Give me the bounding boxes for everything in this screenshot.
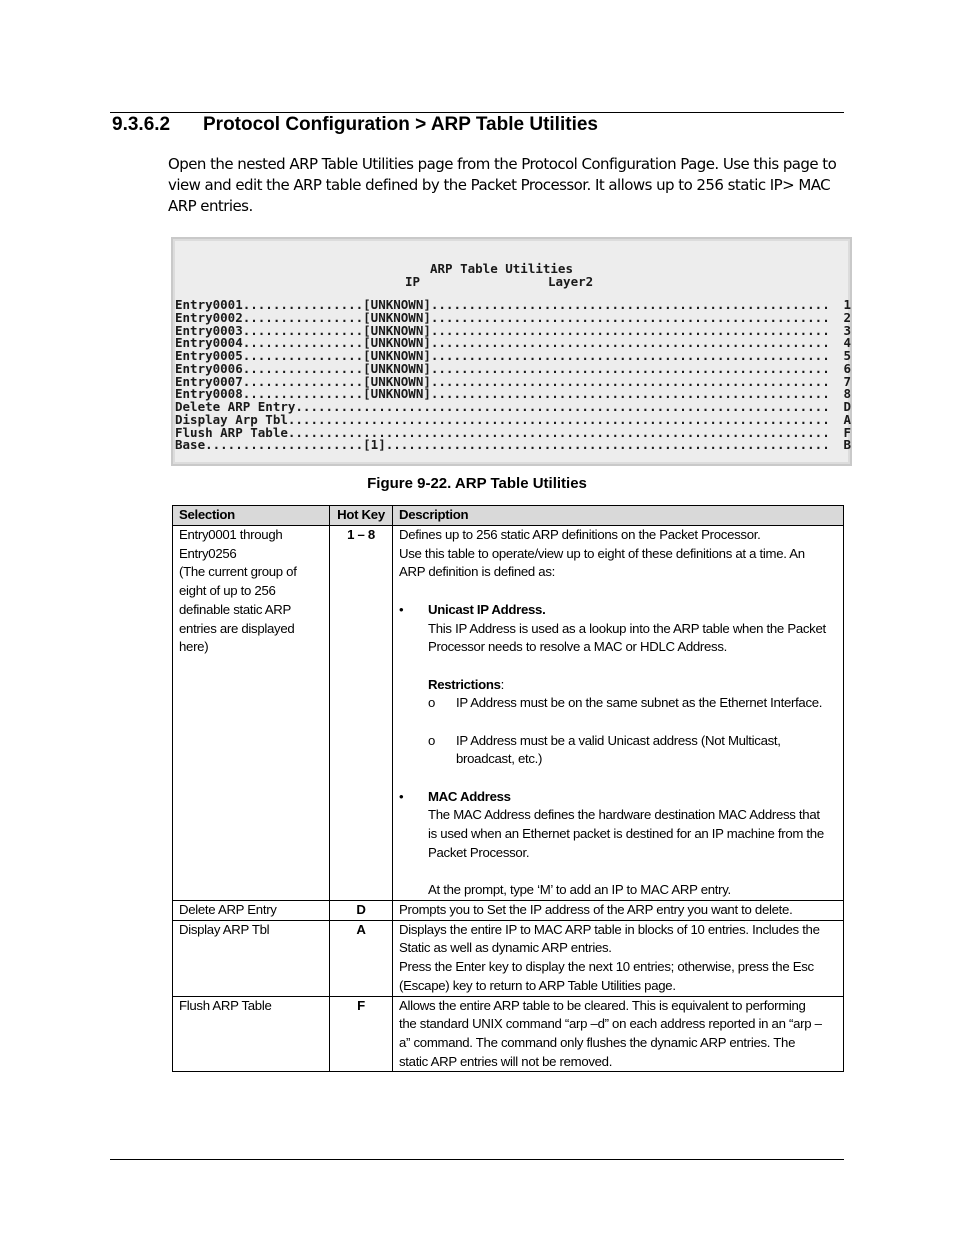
intro-line: ARP entries. bbox=[168, 197, 253, 215]
cell-line: here) bbox=[179, 639, 209, 655]
description-cell bbox=[393, 526, 844, 901]
header-hotkey: Hot Key bbox=[330, 506, 393, 526]
terminal-menu-label: Entry0004................[UNKNOWN]..................................................... bbox=[175, 335, 830, 351]
selection-table bbox=[172, 505, 844, 1072]
selection-cell: Display ARP Tbl bbox=[173, 920, 330, 996]
terminal-menu-key: D bbox=[843, 399, 851, 414]
hotkey-cell: A bbox=[330, 920, 393, 996]
bottom-rule bbox=[110, 1159, 844, 1160]
cell-line: Entry0001 through bbox=[179, 527, 283, 542]
desc-line: a” command. The command only flushes the dynamic ARP entries. The bbox=[399, 1034, 796, 1050]
table-row bbox=[173, 996, 844, 1072]
figure-caption: Figure 9-22. ARP Table Utilities bbox=[367, 475, 587, 492]
terminal-menu-key: 8 bbox=[843, 386, 851, 402]
desc-line: The MAC Address defines the hardware destination MAC Address that bbox=[428, 807, 820, 823]
description-cell bbox=[393, 900, 844, 920]
terminal-menu-label: Flush ARP Table........................................................................ bbox=[175, 424, 830, 440]
table-row bbox=[173, 526, 844, 901]
intro-paragraph bbox=[168, 154, 848, 217]
terminal-menu-label: Entry0005................[UNKNOWN]..................................................... bbox=[175, 348, 830, 363]
desc-line: Processor needs to resolve a MAC or HDLC Address. bbox=[428, 639, 727, 655]
hotkey-cell: F bbox=[330, 996, 393, 1072]
restriction-item bbox=[399, 694, 837, 713]
desc-line: Displays the entire IP to MAC ARP table in blocks of 10 entries. Includes the bbox=[399, 921, 820, 937]
terminal-menu-key: 1 bbox=[843, 297, 851, 312]
terminal-menu bbox=[175, 299, 851, 452]
desc-line: the standard UNIX command “arp –d” on each address reported in an “arp – bbox=[399, 1016, 822, 1032]
cell-line: definable static ARP bbox=[179, 601, 292, 617]
spacer bbox=[399, 713, 837, 732]
terminal-menu-key: 5 bbox=[843, 348, 851, 363]
selection-cell: Flush ARP Table bbox=[173, 996, 330, 1072]
spacer bbox=[399, 657, 837, 676]
terminal-screenshot bbox=[171, 237, 852, 466]
terminal-menu-key: 4 bbox=[843, 335, 851, 351]
cell-line: entries are displayed bbox=[179, 620, 295, 636]
bullet-dot-icon: • bbox=[399, 601, 404, 617]
spacer bbox=[428, 863, 837, 882]
terminal-menu-line bbox=[175, 439, 851, 452]
desc-line: Prompts you to Set the IP address of the ARP entry you want to delete. bbox=[399, 901, 793, 917]
selection-cell bbox=[173, 526, 330, 901]
terminal-menu-key: A bbox=[843, 411, 851, 427]
terminal-title: ARP Table Utilities bbox=[430, 261, 573, 276]
header-selection: Selection bbox=[173, 506, 330, 526]
cell-line: (The current group of bbox=[179, 564, 297, 580]
desc-line: Defines up to 256 static ARP definitions on the Packet Processor. bbox=[399, 527, 761, 542]
desc-line: ARP definition is defined as: bbox=[399, 564, 556, 580]
section-number: 9.3.6.2 bbox=[112, 114, 171, 135]
terminal-menu-label: Entry0002................[UNKNOWN]..................................................... bbox=[175, 309, 830, 325]
terminal-column-ip: IP bbox=[405, 274, 421, 289]
restriction-item bbox=[399, 732, 837, 769]
mac-title: MAC Address bbox=[428, 788, 511, 804]
terminal-menu-label: Display Arp Tbl........................................................................ bbox=[175, 411, 830, 427]
restrictions-colon: : bbox=[500, 676, 504, 692]
restrictions-heading bbox=[399, 676, 837, 695]
hotkey-cell: D bbox=[330, 900, 393, 920]
hotkey-cell: 1 – 8 bbox=[330, 526, 393, 901]
desc-line: Allows the entire ARP table to be cleared. This is equivalent to performing bbox=[399, 997, 806, 1013]
bullet-unicast bbox=[399, 601, 837, 657]
bullet-mac bbox=[399, 788, 837, 900]
intro-line: Open the nested ARP Table Utilities page from the Protocol Configuration Page. Use this page to bbox=[168, 155, 837, 173]
terminal-menu-key: F bbox=[843, 424, 851, 440]
circle-bullet-icon: o bbox=[428, 732, 436, 748]
desc-line: Use this table to operate/view up to eight of these definitions at a time. An bbox=[399, 545, 805, 561]
cell-line: eight of up to 256 bbox=[179, 583, 276, 599]
terminal-menu-label: Base.....................[1]........................................................... bbox=[175, 437, 830, 453]
terminal-menu-key: 3 bbox=[843, 322, 851, 338]
spacer bbox=[399, 769, 837, 788]
desc-line: Static as well as dynamic ARP entries. bbox=[399, 940, 612, 956]
bullet-dot-icon: • bbox=[399, 788, 404, 804]
description-cell bbox=[393, 996, 844, 1072]
terminal-menu-label: Entry0007................[UNKNOWN]..................................................... bbox=[175, 373, 830, 389]
terminal-column-layer2: Layer2 bbox=[548, 274, 594, 289]
terminal-menu-label: Delete ARP Entry....................................................................... bbox=[175, 399, 830, 414]
restriction-text: IP Address must be a valid Unicast address (Not Multicast, bbox=[456, 732, 781, 748]
top-rule bbox=[110, 112, 844, 113]
desc-line: static ARP entries will not be removed. bbox=[399, 1053, 613, 1069]
terminal-menu-key: 2 bbox=[843, 309, 851, 325]
terminal-menu-label: Entry0003................[UNKNOWN]..................................................... bbox=[175, 322, 830, 338]
section-title: Protocol Configuration > ARP Table Utilities bbox=[203, 114, 598, 135]
table-header-row bbox=[173, 506, 844, 526]
desc-line: This IP Address is used as a lookup into the ARP table when the Packet bbox=[428, 620, 826, 636]
terminal-menu-label: Entry0008................[UNKNOWN]..................................................... bbox=[175, 386, 830, 402]
spacer bbox=[399, 582, 837, 601]
description-cell bbox=[393, 920, 844, 996]
desc-line: Press the Enter key to display the next 10 entries; otherwise, press the Esc bbox=[399, 959, 814, 975]
header-description: Description bbox=[393, 506, 844, 526]
selection-cell: Delete ARP Entry bbox=[173, 900, 330, 920]
terminal-menu-label: Entry0001................[UNKNOWN]..................................................... bbox=[175, 297, 830, 312]
cell-line: Entry0256 bbox=[179, 545, 237, 561]
terminal-menu-key: B bbox=[843, 437, 851, 453]
terminal-menu-key: 7 bbox=[843, 373, 851, 389]
unicast-title: Unicast IP Address. bbox=[428, 601, 546, 617]
prompt-text: At the prompt, type ‘M’ to add an IP to MAC ARP entry. bbox=[428, 882, 731, 898]
desc-line: (Escape) key to return to ARP Table Utilities page. bbox=[399, 977, 676, 993]
terminal-menu-label: Entry0006................[UNKNOWN]..................................................... bbox=[175, 360, 830, 376]
table-row bbox=[173, 900, 844, 920]
section-heading bbox=[112, 114, 598, 136]
desc-line: is used when an Ethernet packet is destined for an IP machine from the bbox=[428, 826, 824, 842]
intro-line: view and edit the ARP table defined by the Packet Processor. It allows up to 256 static IP> MAC bbox=[168, 176, 831, 194]
table-row bbox=[173, 920, 844, 996]
restrictions-label: Restrictions bbox=[428, 676, 501, 692]
restriction-text: broadcast, etc.) bbox=[456, 751, 543, 767]
circle-bullet-icon: o bbox=[428, 695, 436, 711]
terminal-menu-key: 6 bbox=[843, 360, 851, 376]
desc-line: Packet Processor. bbox=[428, 844, 530, 860]
restriction-text: IP Address must be on the same subnet as the Ethernet Interface. bbox=[456, 695, 823, 711]
